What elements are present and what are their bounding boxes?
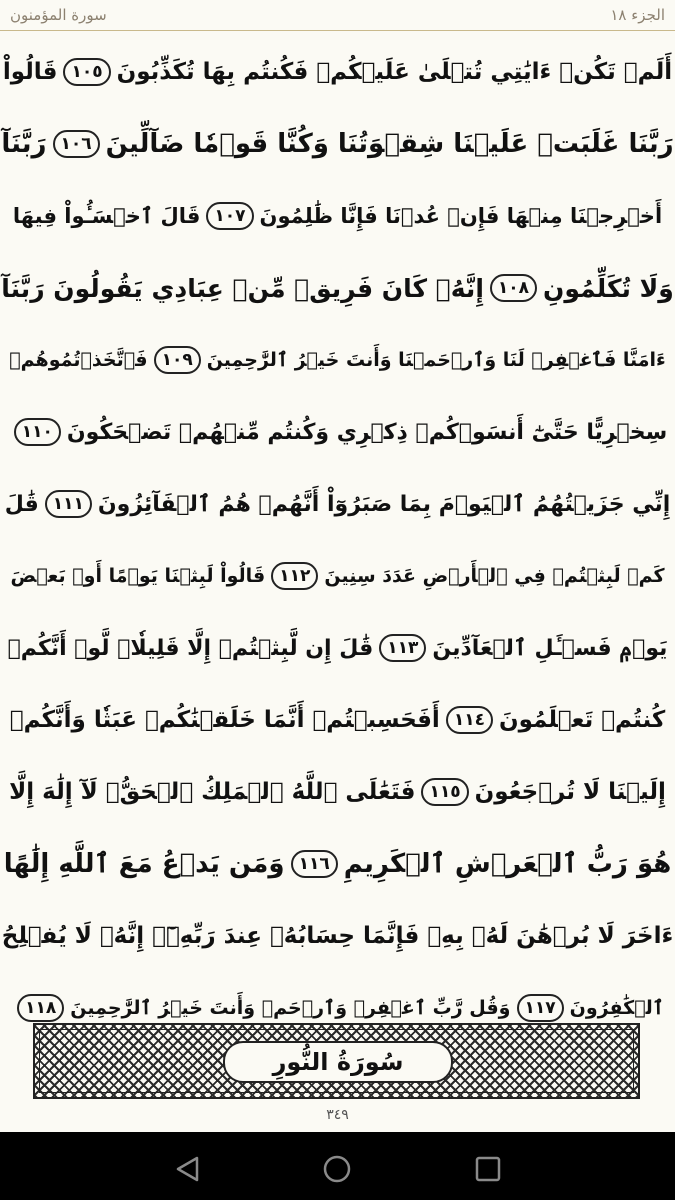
surah-title: سُورَةُ النُّورِ bbox=[223, 1041, 453, 1083]
verse-number-marker: ١٠٧ bbox=[206, 202, 253, 230]
verse-text: قَالَ ٱخۡسَـُٔواْ فِيهَا bbox=[12, 204, 201, 228]
text-line bbox=[0, 468, 675, 540]
text-line bbox=[0, 756, 675, 828]
verse-text: قَالُواْ bbox=[2, 59, 58, 85]
verse-text: كَمۡ لَبِثۡتُمۡ فِي ٱلۡأَرۡضِ عَدَدَ سِنِينَ bbox=[324, 565, 665, 587]
verse-text: إِنَّهُۥ كَانَ فَرِيقٞ مِّنۡ عِبَادِي يَقُولُونَ رَبَّنَآ bbox=[1, 273, 484, 303]
text-line bbox=[0, 828, 675, 900]
text-line bbox=[0, 684, 675, 756]
verse-number-marker: ١١٦ bbox=[291, 850, 338, 878]
verse-text: أَلَمۡ تَكُنۡ ءَايَٰتِي تُتۡلَىٰ عَلَيۡكُمۡ فَكُنتُم بِهَا تُكَذِّبُونَ bbox=[116, 59, 673, 85]
verse-text: سِخۡرِيًّا حَتَّىٰٓ أَنسَوۡكُمۡ ذِكۡرِي وَكُنتُم مِّنۡهُمۡ تَضۡحَكُونَ bbox=[66, 419, 668, 445]
text-line bbox=[0, 108, 675, 180]
quran-text bbox=[0, 36, 675, 1044]
verse-number-marker: ١١١ bbox=[45, 490, 92, 518]
verse-text: قَالُواْ لَبِثۡنَا يَوۡمًا أَوۡ بَعۡضَ bbox=[10, 565, 266, 587]
verse-text: رَبَّنَا غَلَبَتۡ عَلَيۡنَا شِقۡوَتُنَا وَكُنَّا قَوۡمٗا ضَآلِّينَ bbox=[105, 129, 674, 159]
verse-text: إِنِّي جَزَيۡتُهُمُ ٱلۡيَوۡمَ بِمَا صَبَرُوٓاْ أَنَّهُمۡ هُمُ ٱلۡفَآئِزُونَ bbox=[97, 491, 671, 517]
verse-number-marker: ١١٧ bbox=[517, 994, 564, 1022]
verse-text: ءَاخَرَ لَا بُرۡهَٰنَ لَهُۥ بِهِۦ فَإِنَّمَا حِسَابُهُۥ عِندَ رَبِّهِۦٓۚ إِنَّهُۥ لَا يُفۡلِحُ bbox=[1, 923, 674, 949]
verse-text: قَٰلَ bbox=[4, 491, 39, 517]
text-line bbox=[0, 540, 675, 612]
verse-text: وَلَا تُكَلِّمُونِ bbox=[543, 273, 674, 303]
verse-number-marker: ١١٠ bbox=[14, 418, 61, 446]
verse-text: يَوۡمٖ فَسۡـَٔلِ ٱلۡعَآدِّينَ bbox=[432, 635, 668, 661]
verse-number-marker: ١٠٨ bbox=[490, 274, 537, 302]
verse-number-marker: ١٠٦ bbox=[53, 130, 100, 158]
page-number: ٣٤٩ bbox=[326, 1107, 349, 1123]
text-line bbox=[0, 324, 675, 396]
verse-number-marker: ١١٥ bbox=[421, 778, 468, 806]
verse-text: ءَامَنَّا فَٱغۡفِرۡ لَنَا وَٱرۡحَمۡنَا وَأَنتَ خَيۡرُ ٱلرَّٰحِمِينَ bbox=[206, 349, 666, 371]
back-icon[interactable] bbox=[173, 1154, 203, 1184]
verse-text: كُنتُمۡ تَعۡلَمُونَ bbox=[498, 707, 666, 733]
text-line bbox=[0, 396, 675, 468]
text-line bbox=[0, 252, 675, 324]
verse-number-marker: ١٠٥ bbox=[63, 58, 110, 86]
verse-text: وَقُل رَّبِّ ٱغۡفِرۡ وَٱرۡحَمۡ وَأَنتَ خَيۡرُ ٱلرَّٰحِمِينَ bbox=[70, 997, 511, 1019]
page-header bbox=[0, 0, 675, 31]
verse-number-marker: ١١٨ bbox=[17, 994, 64, 1022]
verse-text: قَٰلَ إِن لَّبِثۡتُمۡ إِلَّا قَلِيلٗاۖ لَّوۡ أَنَّكُمۡ bbox=[7, 635, 374, 661]
verse-text: فَتَعَٰلَى ٱللَّهُ ٱلۡمَلِكُ ٱلۡحَقُّۖ لَآ إِلَٰهَ إِلَّا bbox=[9, 779, 416, 805]
verse-text: ٱلۡكَٰفِرُونَ bbox=[569, 997, 664, 1019]
surah-banner bbox=[33, 1023, 640, 1099]
navigation-bar bbox=[0, 1132, 675, 1200]
verse-number-marker: ١٠٩ bbox=[154, 346, 201, 374]
verse-text: إِلَيۡنَا لَا تُرۡجَعُونَ bbox=[474, 779, 666, 805]
text-line bbox=[0, 180, 675, 252]
verse-text: أَفَحَسِبۡتُمۡ أَنَّمَا خَلَقۡنَٰكُمۡ عَبَثٗا وَأَنَّكُمۡ bbox=[9, 707, 440, 733]
verse-text: هُوَ رَبُّ ٱلۡعَرۡشِ ٱلۡكَرِيمِ bbox=[343, 849, 672, 879]
surah-label: سورة المؤمنون bbox=[10, 6, 107, 24]
verse-text: وَمَن يَدۡعُ مَعَ ٱللَّهِ إِلَٰهًا bbox=[3, 849, 285, 879]
verse-number-marker: ١١٢ bbox=[271, 562, 318, 590]
text-line bbox=[0, 900, 675, 972]
verse-text: فَٱتَّخَذۡتُمُوهُمۡ bbox=[9, 349, 148, 371]
recent-apps-icon[interactable] bbox=[473, 1154, 503, 1184]
verse-text: أَخۡرِجۡنَا مِنۡهَا فَإِنۡ عُدۡنَا فَإِنَّا ظَٰلِمُونَ bbox=[259, 204, 663, 228]
text-line bbox=[0, 612, 675, 684]
home-icon[interactable] bbox=[322, 1154, 352, 1184]
verse-number-marker: ١١٣ bbox=[379, 634, 426, 662]
juz-label: الجزء ١٨ bbox=[610, 6, 665, 24]
verse-text: رَبَّنَآ bbox=[1, 129, 47, 159]
text-line bbox=[0, 36, 675, 108]
verse-number-marker: ١١٤ bbox=[446, 706, 493, 734]
